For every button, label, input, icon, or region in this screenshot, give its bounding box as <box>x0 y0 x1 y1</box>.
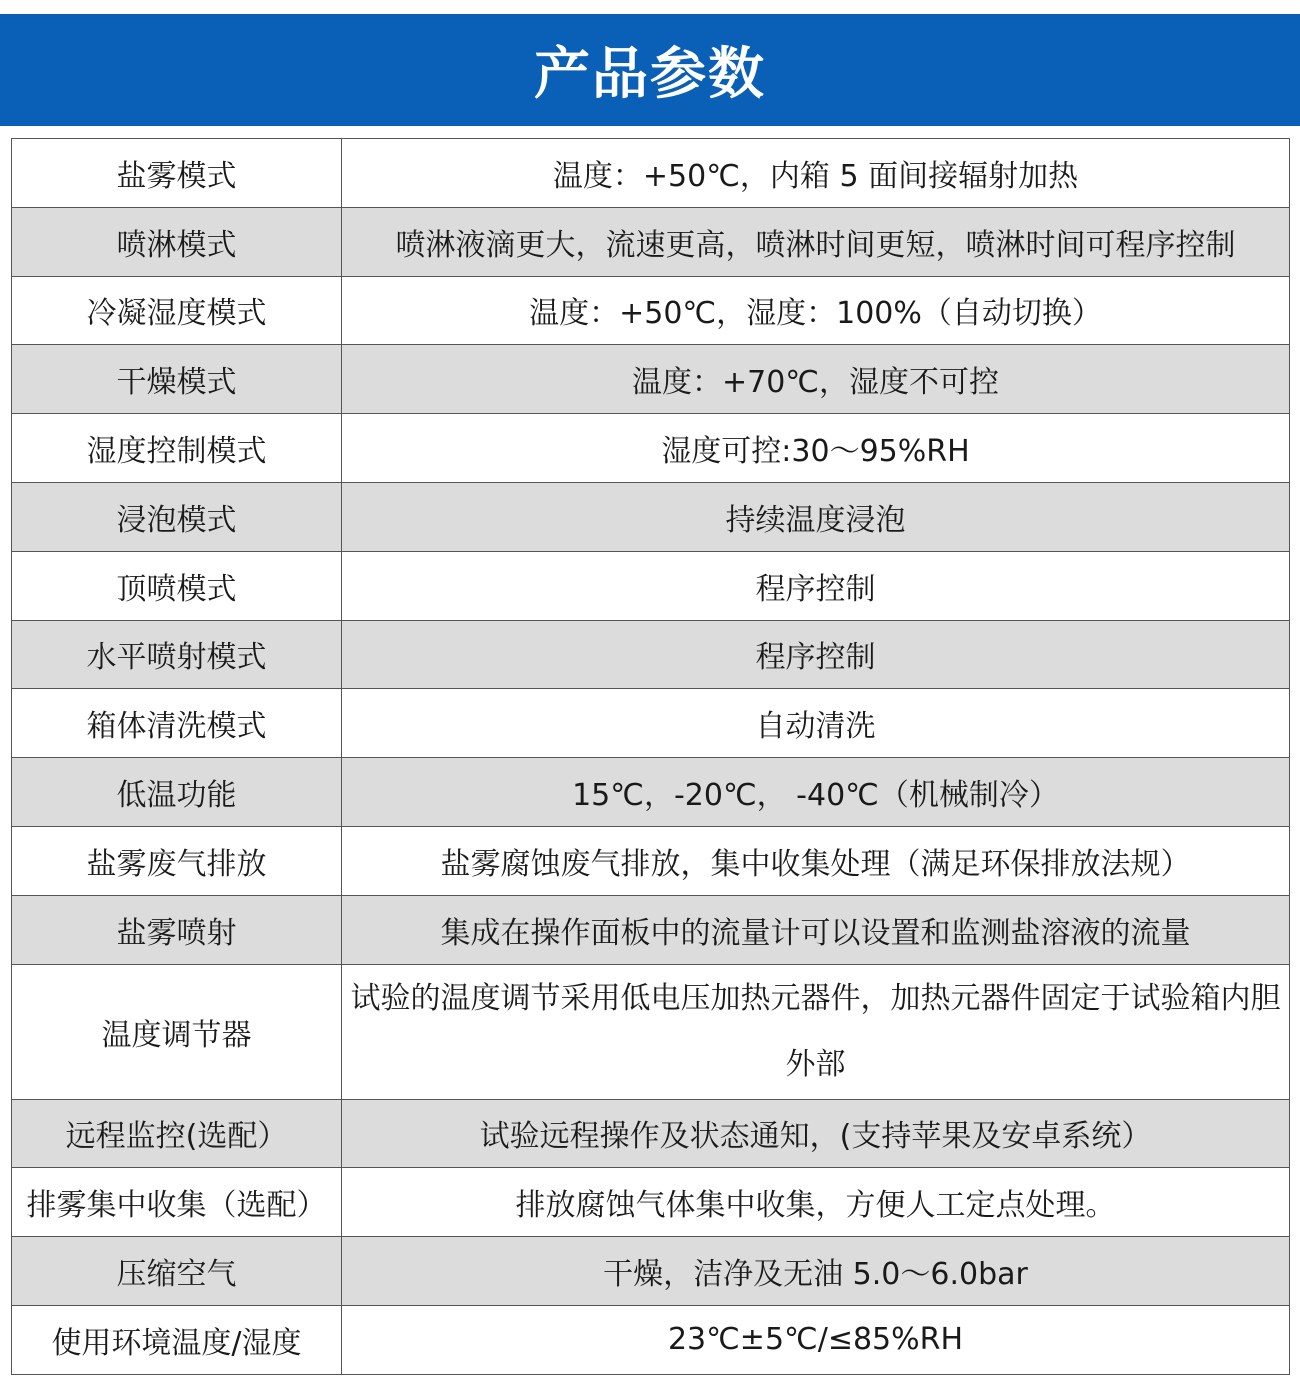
param-label: 箱体清洗模式 <box>12 689 342 758</box>
param-value: 15℃，-20℃， -40℃（机械制冷） <box>342 758 1290 827</box>
param-label: 干燥模式 <box>12 345 342 414</box>
param-value: 程序控制 <box>342 620 1290 689</box>
table-row <box>12 620 1290 689</box>
param-value: 干燥，洁净及无油 5.0～6.0bar <box>342 1237 1290 1306</box>
param-label: 喷淋模式 <box>12 207 342 276</box>
table-row <box>12 964 1290 1099</box>
page-title: 产品参数 <box>534 42 766 107</box>
table-row <box>12 551 1290 620</box>
param-label: 低温功能 <box>12 758 342 827</box>
table-row <box>12 758 1290 827</box>
param-label: 远程监控(选配） <box>12 1099 342 1168</box>
param-label: 温度调节器 <box>12 964 342 1099</box>
table-row <box>12 826 1290 895</box>
param-label: 顶喷模式 <box>12 551 342 620</box>
table-row <box>12 1305 1290 1374</box>
param-value: 试验远程操作及状态通知，(支持苹果及安卓系统） <box>342 1099 1290 1168</box>
param-label: 压缩空气 <box>12 1237 342 1306</box>
table-row <box>12 482 1290 551</box>
param-value: 温度：+50℃，湿度：100%（自动切换） <box>342 276 1290 345</box>
param-value: 试验的温度调节采用低电压加热元器件，加热元器件固定于试验箱内胆外部 <box>342 964 1290 1099</box>
param-label: 使用环境温度/湿度 <box>12 1305 342 1374</box>
header-banner <box>0 14 1300 126</box>
table-row <box>12 1168 1290 1237</box>
table-row <box>12 276 1290 345</box>
table-row <box>12 1099 1290 1168</box>
param-value: 23℃±5℃/≤85%RH <box>342 1305 1290 1374</box>
table-row <box>12 689 1290 758</box>
param-label: 浸泡模式 <box>12 482 342 551</box>
param-label: 盐雾模式 <box>12 139 342 208</box>
table-row <box>12 345 1290 414</box>
table-row <box>12 895 1290 964</box>
param-label: 冷凝湿度模式 <box>12 276 342 345</box>
param-value: 自动清洗 <box>342 689 1290 758</box>
table-row <box>12 139 1290 208</box>
param-label: 排雾集中收集（选配） <box>12 1168 342 1237</box>
param-label: 盐雾喷射 <box>12 895 342 964</box>
param-value: 喷淋液滴更大，流速更高，喷淋时间更短，喷淋时间可程序控制 <box>342 207 1290 276</box>
param-label: 水平喷射模式 <box>12 620 342 689</box>
param-label: 湿度控制模式 <box>12 414 342 483</box>
table-row <box>12 1237 1290 1306</box>
table-row <box>12 207 1290 276</box>
param-value: 温度：+50℃，内箱 5 面间接辐射加热 <box>342 139 1290 208</box>
param-value: 程序控制 <box>342 551 1290 620</box>
param-value: 湿度可控:30～95%RH <box>342 414 1290 483</box>
table-row <box>12 414 1290 483</box>
spec-table <box>11 138 1290 1375</box>
param-value: 持续温度浸泡 <box>342 482 1290 551</box>
param-value: 温度：+70℃，湿度不可控 <box>342 345 1290 414</box>
param-value: 集成在操作面板中的流量计可以设置和监测盐溶液的流量 <box>342 895 1290 964</box>
param-value: 排放腐蚀气体集中收集，方便人工定点处理。 <box>342 1168 1290 1237</box>
param-value: 盐雾腐蚀废气排放，集中收集处理（满足环保排放法规） <box>342 826 1290 895</box>
param-label: 盐雾废气排放 <box>12 826 342 895</box>
